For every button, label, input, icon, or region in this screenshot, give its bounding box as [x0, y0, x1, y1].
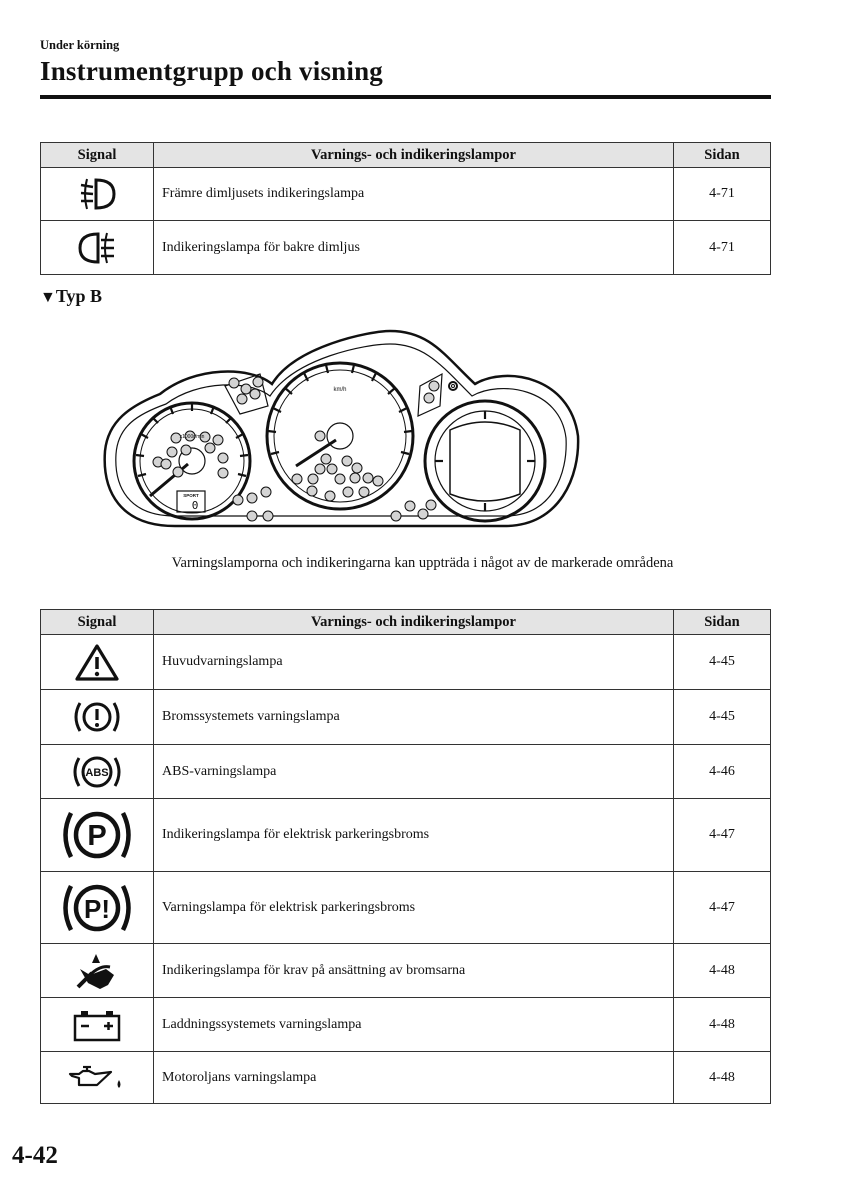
signal-cell	[41, 168, 154, 221]
lamp-description: Huvudvarningslampa	[154, 635, 674, 690]
page-reference: 4-48	[674, 998, 771, 1052]
column-header-signal: Signal	[41, 143, 154, 168]
column-header-page: Sidan	[674, 610, 771, 635]
table-row	[41, 799, 771, 872]
signal-cell	[41, 799, 154, 872]
page-reference: 4-48	[674, 944, 771, 998]
abs-warning-icon	[70, 752, 124, 792]
page-reference: 4-71	[674, 168, 771, 221]
page-reference: 4-45	[674, 635, 771, 690]
parking-icon-text: P	[87, 820, 107, 852]
gear-display: 0	[191, 499, 199, 512]
signal-cell	[41, 690, 154, 745]
page-reference: 4-46	[674, 745, 771, 799]
type-heading	[40, 286, 102, 307]
parking-warning-icon-text: P!	[84, 893, 110, 924]
table-row	[41, 998, 771, 1052]
signal-cell	[41, 944, 154, 998]
signal-cell	[41, 635, 154, 690]
table-row	[41, 690, 771, 745]
engine-oil-icon	[67, 1063, 127, 1093]
speedometer-unit-label: km/h	[333, 387, 347, 393]
section-label: Under körning	[40, 38, 120, 52]
illustration-caption: Varningslamporna och indikeringarna kan uppträda i något av de markerade områdena	[171, 555, 674, 571]
page-reference: 4-71	[674, 221, 771, 275]
rear-fog-light-icon	[77, 228, 117, 268]
column-header-page: Sidan	[674, 143, 771, 168]
table-row	[41, 745, 771, 799]
battery-charging-icon	[71, 1007, 123, 1043]
page-reference: 4-45	[674, 690, 771, 745]
lamp-description: Motoroljans varningslampa	[154, 1052, 674, 1104]
sport-label: SPORT	[183, 493, 199, 498]
page-number: 4-42	[12, 1142, 58, 1169]
lamp-description: Indikeringslampa för elektrisk parkeringsbroms	[154, 799, 674, 872]
type-heading-label: Typ B	[55, 286, 103, 306]
table-row	[41, 872, 771, 944]
table-row	[41, 944, 771, 998]
instrument-cluster-illustration	[100, 326, 580, 531]
column-header-lamps: Varnings- och indikeringslampor	[154, 143, 674, 168]
page-reference: 4-48	[674, 1052, 771, 1104]
tachometer-unit-label: x1000r/min	[179, 434, 205, 440]
table-row	[41, 1052, 771, 1104]
lamp-description: Laddningssystemets varningslampa	[154, 998, 674, 1052]
parking-brake-warning-icon	[59, 878, 135, 938]
lamp-description: Indikeringslampa för bakre dimljus	[154, 221, 674, 275]
signal-cell	[41, 1052, 154, 1104]
page-title: Instrumentgrupp och visning	[40, 56, 383, 86]
table-row	[41, 168, 771, 221]
signal-cell	[41, 998, 154, 1052]
column-header-signal: Signal	[41, 610, 154, 635]
column-header-lamps: Varnings- och indikeringslampor	[154, 610, 674, 635]
brake-system-warning-icon	[71, 697, 123, 737]
page-reference: 4-47	[674, 872, 771, 944]
table-row	[41, 635, 771, 690]
signal-cell	[41, 745, 154, 799]
signal-table-1	[40, 142, 771, 275]
parking-brake-indicator-icon	[59, 805, 135, 865]
table-row	[41, 221, 771, 275]
lamp-description: Indikeringslampa för krav på ansättning av bromsarna	[154, 944, 674, 998]
master-warning-icon	[74, 642, 120, 682]
lamp-description: Varningslampa för elektrisk parkeringsbroms	[154, 872, 674, 944]
triangle-marker-icon: ▼	[40, 289, 56, 306]
signal-table-2	[40, 609, 771, 1104]
table-header-row	[41, 610, 771, 635]
table-header-row	[41, 143, 771, 168]
lamp-description: ABS-varningslampa	[154, 745, 674, 799]
abs-icon-text: ABS	[85, 766, 109, 779]
brake-pedal-request-icon	[74, 951, 120, 991]
signal-cell	[41, 872, 154, 944]
signal-cell	[41, 221, 154, 275]
lamp-description: Främre dimljusets indikeringslampa	[154, 168, 674, 221]
title-divider	[40, 95, 771, 99]
front-fog-light-icon	[77, 174, 117, 214]
page-reference: 4-47	[674, 799, 771, 872]
lamp-description: Bromssystemets varningslampa	[154, 690, 674, 745]
